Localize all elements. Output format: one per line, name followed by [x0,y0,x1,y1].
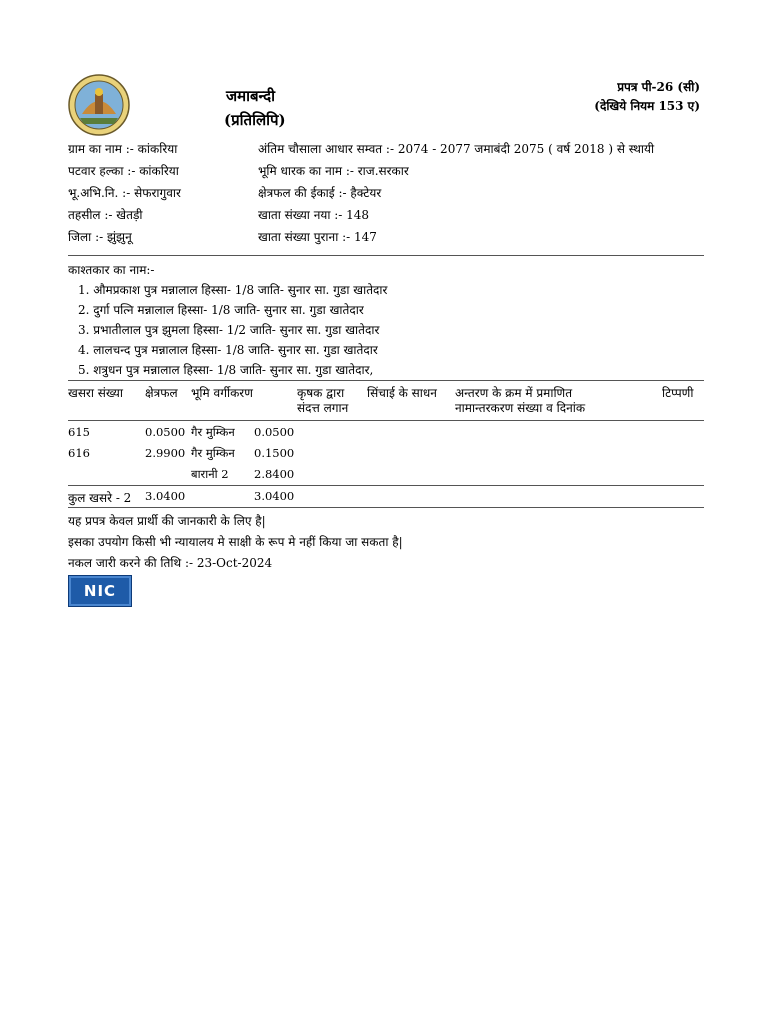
divider [68,420,704,421]
land-holder-name: भूमि धारक का नाम :- राज.सरकार [258,164,409,178]
document-title: जमाबन्दी [226,87,276,105]
divider [68,507,704,508]
area-value: 2.9900 [145,446,186,460]
khasra-number: 615 [68,425,90,439]
header-irrigation: सिंचाई के साधन [367,386,437,400]
class-area: 2.8400 [254,467,295,481]
document-subtitle: (प्रतिलिपि) [224,111,286,129]
divider [68,485,704,486]
khasra-number: 616 [68,446,90,460]
area-value: 0.0500 [145,425,186,439]
class-name: बारानी 2 [191,467,229,481]
land-record-inspector: भू.अभि.नि. :- सेफरागुवार [68,186,181,200]
village-name: ग्राम का नाम :- कांकरिया [68,142,178,156]
header-transfer [455,386,585,416]
total-label: कुल खसरे - 2 [68,491,132,505]
chausala-basis: अंतिम चौसाला आधार सम्वत :- 2074 - 2077 जमाबंदी 2075 ( वर्ष 2018 ) से स्थायी [258,142,655,156]
cultivators-list [78,280,387,380]
divider [68,255,704,256]
header-transfer-line2: नामान्तरकरण संख्या व दिनांक [455,401,586,415]
total-class-area: 3.0400 [254,489,295,503]
info-note: यह प्रपत्र केवल प्रार्थी की जानकारी के लिए है| [68,514,266,528]
account-number-new: खाता संख्या नया :- 148 [258,208,370,222]
district: जिला :- झुंझुनू [68,230,132,244]
header-remarks: टिप्पणी [662,386,694,400]
divider [68,380,704,381]
list-item: 4. लालचन्द पुत्र मन्नालाल हिस्सा- 1/8 जाति- सुनार सा. गुडा खातेदार [78,343,378,357]
header-rent-line1: कृषक द्वारा [297,386,345,400]
cultivators-heading: काश्तकार का नाम:- [68,263,155,277]
total-area: 3.0400 [145,489,186,503]
account-number-old: खाता संख्या पुराना :- 147 [258,230,377,244]
location-info [68,138,181,248]
header-transfer-line1: अन्तरण के क्रम में प्रमाणित [455,386,573,400]
form-number: प्रपत्र पी-26 (सी) [617,80,700,94]
header-rent [297,386,348,416]
account-info [258,138,654,248]
issue-date: नकल जारी करने की तिथि :- 23-Oct-2024 [68,556,273,570]
header-khasra: खसरा संख्या [68,386,123,400]
header-area: क्षेत्रफल [145,386,178,400]
nic-logo: NIC [68,575,132,607]
list-item: 1. औमप्रकाश पुत्र मन्नालाल हिस्सा- 1/8 जाति- सुनार सा. गुडा खातेदार [78,283,388,297]
rule-reference: (देखिये नियम 153 ए) [594,99,700,113]
class-name: गैर मुम्किन [191,425,235,439]
tehsil: तहसील :- खेतड़ी [68,208,143,222]
rajasthan-seal-icon [68,74,130,136]
patwar-halka: पटवार हल्का :- कांकरिया [68,164,179,178]
list-item: 5. शत्रुधन पुत्र मन्नालाल हिस्सा- 1/8 जाति- सुनार सा. गुडा खातेदार, [78,363,374,377]
class-area: 0.0500 [254,425,295,439]
list-item: 3. प्रभातीलाल पुत्र झुमला हिस्सा- 1/2 जाति- सुनार सा. गुडा खातेदार [78,323,380,337]
class-area: 0.1500 [254,446,295,460]
area-unit: क्षेत्रफल की ईकाई :- हैक्टेयर [258,186,382,200]
header-classification: भूमि वर्गीकरण [191,386,253,400]
form-reference [594,78,700,116]
header-rent-line2: संदत्त लगान [297,401,349,415]
list-item: 2. दुर्गा पत्नि मन्नालाल हिस्सा- 1/8 जाति- सुनार सा. गुडा खातेदार [78,303,364,317]
legal-note: इसका उपयोग किसी भी न्यायालय मे साक्षी के रूप मे नहीं किया जा सकता है| [68,535,403,549]
class-name: गैर मुम्किन [191,446,235,460]
